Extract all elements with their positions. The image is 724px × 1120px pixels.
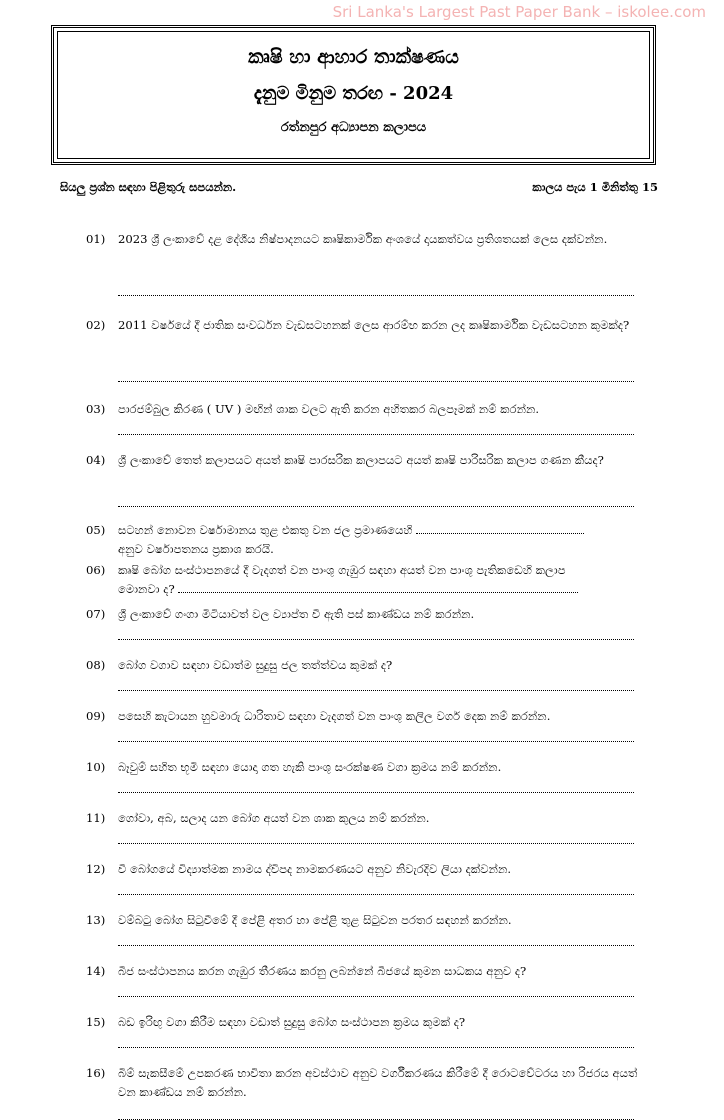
question-text: බඩ ඉරිඟු වගා කිරීම සඳහා වඩාත් සුදුසු බෝග සංස්ථාපන ක්‍රමය කුමක් ද? [118, 1015, 466, 1029]
question-12 [86, 860, 638, 879]
answer-line[interactable] [118, 675, 634, 691]
question-number: 05) [86, 523, 106, 537]
question-05 [86, 521, 638, 559]
question-text: ශ්‍රී ලංකාවේ ගංගා මිටියාවත් වල ව්‍යාප්ත වී ඇති පස් කාණ්ඩය නම් කරන්න. [118, 607, 475, 621]
question-08 [86, 656, 638, 675]
answer-line[interactable] [118, 726, 634, 742]
question-text: 2011 වර්ෂයේ දී ජාතික සංවර්ධන වැඩසටහනක් ලෙස ආරම්භ කරන ලද කෘෂිකාර්මික වැඩසටහන කුමක්ද? [118, 318, 630, 332]
question-13 [86, 911, 638, 930]
question-text: පාරජම්බුල කිරණ ( UV ) මඟින් ශාක වලට ඇති කරන අහිතකර බලපෑමක් නම් කරන්න. [118, 402, 540, 416]
question-06 [86, 561, 638, 599]
question-number: 10) [86, 760, 106, 774]
question-text: බෑවුම් සහිත භූමි සඳහා යොදා ගත හැකි පාංශු සංරක්ෂණ වගා ක්‍රමය නම් කරන්න. [118, 760, 502, 774]
question-number: 06) [86, 563, 106, 577]
question-text: බෝග වගාව සඳහා වඩාත්ම සුදුසු ජල තත්ත්වය කුමක් ද? [118, 658, 393, 672]
question-10 [86, 758, 638, 777]
question-text-part-b: අනුව වර්ෂාපතනය ප්‍රකාශ කරයි. [118, 542, 274, 556]
question-text-part-a: කෘෂි බෝග සංස්ථාපනයේ දී වැදගත් වන පාංශු ගැඹුර සඳහා අයත් වන පාංශු පැතිකඩෙහි කලාප [118, 563, 566, 577]
question-01 [86, 230, 638, 280]
zone-title: රත්නපුර අධ්‍යාපන කලාපය [280, 120, 427, 135]
question-text: ගෝවා, අබ, සලාද යන බෝග අයත් වන ශාක කුලය නම් කරන්න. [118, 811, 430, 825]
answer-line[interactable] [118, 828, 634, 844]
question-text: 2023 ශ්‍රී ලංකාවේ දළ දේශීය නිෂ්පාදනයට කෘෂිකාර්මික අංශයේ දායකත්වය ප්‍රතිශතයක් ලෙස දක්වන්න. [118, 232, 608, 246]
answer-line[interactable] [118, 777, 634, 793]
question-number: 15) [86, 1015, 106, 1029]
question-number: 13) [86, 913, 106, 927]
question-16 [86, 1064, 638, 1104]
answer-line[interactable] [118, 624, 634, 640]
question-text-part-b: මොනවා ද? [118, 582, 175, 596]
answer-line[interactable] [118, 1104, 634, 1120]
question-number: 09) [86, 709, 106, 723]
question-number: 11) [86, 811, 106, 825]
exam-title: දැනුම මිනුම තරඟ - 2024 [253, 83, 454, 104]
instructions: සියලු ප්‍රශ්න සඳහා පිළිතුරු සපයන්න. [60, 180, 237, 194]
question-text: වම්බටු බෝග සිටුවීමේ දී පේළි අතර හා පේළි තුළ සිටුවන පරතර සඳහන් කරන්න. [118, 913, 512, 927]
answer-line[interactable] [118, 1032, 634, 1048]
question-11 [86, 809, 638, 828]
question-number: 02) [86, 318, 106, 332]
question-14 [86, 962, 638, 981]
subject-title: කෘෂි හා ආහාර තාක්ෂණය [248, 46, 459, 68]
question-text: ශ්‍රී ලංකාවේ තෙත් කලාපයට අයත් කෘෂි පාරසරික කලාපයට අයත් කෘෂි පාරිසරික කලාප ගණන කීයද? [118, 453, 604, 467]
question-04 [86, 451, 638, 491]
question-text: බිම් සැකසීමේ උපකරණ භාවිතා කරන අවස්ථාව අනුව වර්ගීකරණය කිරීමේ දී රොටවේටරය හා රිජරය අයත් වන කාණ්ඩය නම් කරන්න. [118, 1066, 638, 1099]
question-text-part-a: සටහන් නොවන වර්ෂාමානය තුළ එකතු වන ජල ප්‍රමාණයෙහි [118, 523, 413, 537]
question-text [118, 561, 638, 599]
question-15 [86, 1013, 638, 1032]
question-list [86, 230, 638, 1120]
question-text [118, 521, 638, 559]
answer-line[interactable] [118, 491, 634, 507]
question-number: 01) [86, 232, 106, 246]
question-number: 08) [86, 658, 106, 672]
question-02 [86, 316, 638, 366]
question-number: 16) [86, 1066, 106, 1080]
watermark-text: Sri Lanka's Largest Past Paper Bank – iskolee.com [332, 3, 706, 21]
question-07 [86, 605, 638, 624]
title-box [51, 25, 656, 165]
answer-line[interactable] [118, 280, 634, 296]
answer-line[interactable] [118, 419, 634, 435]
question-number: 14) [86, 964, 106, 978]
fill-blank[interactable] [416, 522, 584, 534]
answer-line[interactable] [118, 366, 634, 382]
question-text: බීජ සංස්ථාපනය කරන ගැඹුර තීරණය කරනු ලබන්නේ බීජයේ කුමන සාධකය අනුව ද? [118, 964, 527, 978]
question-text: පසෙහි කැටායන හුවමාරු ධාරිතාව සඳහා වැදගත් වන පාංශු කලිල වර්ග දෙක නම් කරන්න. [118, 709, 551, 723]
question-09 [86, 707, 638, 726]
answer-line[interactable] [118, 879, 634, 895]
answer-line[interactable] [118, 981, 634, 997]
question-text: වී බෝගයේ විද්‍යාත්මක නාමය ද්විපද නාමකරණයට අනුව නිවැරදිව ලියා දක්වන්න. [118, 862, 512, 876]
fill-blank[interactable] [178, 581, 578, 593]
time-allowed: කාලය පැය 1 මිනිත්තු 15 [532, 180, 658, 194]
question-03 [86, 400, 638, 419]
question-number: 12) [86, 862, 106, 876]
answer-line[interactable] [118, 930, 634, 946]
question-number: 03) [86, 402, 106, 416]
question-number: 07) [86, 607, 106, 621]
question-number: 04) [86, 453, 106, 467]
